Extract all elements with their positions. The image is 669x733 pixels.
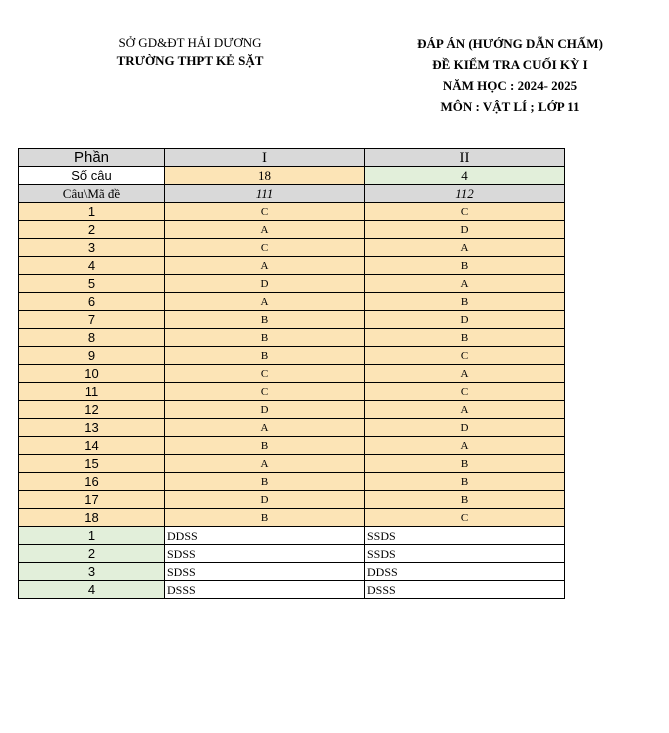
answer-code-111: SDSS [165, 545, 365, 563]
part-1-count: 18 [165, 167, 365, 185]
answer-code-112: B [365, 491, 565, 509]
part-header-row [19, 149, 565, 167]
answer-code-112: A [365, 437, 565, 455]
exam-code-row [19, 185, 565, 203]
answer-code-111: A [165, 293, 365, 311]
answer-code-111: D [165, 275, 365, 293]
question-number: 17 [19, 491, 165, 509]
answer-code-111: D [165, 401, 365, 419]
answer-code-111: DDSS [165, 527, 365, 545]
question-number: 9 [19, 347, 165, 365]
true-false-row [19, 527, 565, 545]
answer-code-112: B [365, 329, 565, 347]
answer-code-112: B [365, 293, 565, 311]
answer-code-112: A [365, 401, 565, 419]
question-number: 13 [19, 419, 165, 437]
question-count-row [19, 167, 565, 185]
question-number: 4 [19, 257, 165, 275]
multiple-choice-row [19, 365, 565, 383]
true-false-row [19, 581, 565, 599]
question-number: 12 [19, 401, 165, 419]
exam-code-2: 112 [365, 185, 565, 203]
answer-code-111: SDSS [165, 563, 365, 581]
answer-code-111: C [165, 239, 365, 257]
answer-code-111: A [165, 221, 365, 239]
answer-code-112: B [365, 257, 565, 275]
answer-code-112: C [365, 383, 565, 401]
multiple-choice-row [19, 239, 565, 257]
question-number: 5 [19, 275, 165, 293]
multiple-choice-row [19, 347, 565, 365]
part-2-count: 4 [365, 167, 565, 185]
answer-code-112: A [365, 239, 565, 257]
part-label: Phần [19, 149, 165, 167]
multiple-choice-row [19, 311, 565, 329]
question-number: 11 [19, 383, 165, 401]
question-number: 1 [19, 527, 165, 545]
answer-code-112: SSDS [365, 545, 565, 563]
question-number: 18 [19, 509, 165, 527]
question-number: 15 [19, 455, 165, 473]
question-number: 10 [19, 365, 165, 383]
true-false-row [19, 563, 565, 581]
question-number: 3 [19, 239, 165, 257]
answer-code-111: A [165, 257, 365, 275]
multiple-choice-row [19, 401, 565, 419]
answer-code-112: DSSS [365, 581, 565, 599]
multiple-choice-row [19, 473, 565, 491]
question-number: 2 [19, 221, 165, 239]
answer-code-111: B [165, 311, 365, 329]
question-number: 16 [19, 473, 165, 491]
multiple-choice-row [19, 221, 565, 239]
multiple-choice-row [19, 455, 565, 473]
multiple-choice-row [19, 419, 565, 437]
true-false-row [19, 545, 565, 563]
exam-code-1: 111 [165, 185, 365, 203]
answer-code-112: SSDS [365, 527, 565, 545]
subject-grade: MÔN : VẬT LÍ ; LỚP 11 [440, 99, 580, 114]
answer-code-112: B [365, 473, 565, 491]
answer-code-112: C [365, 509, 565, 527]
multiple-choice-row [19, 293, 565, 311]
multiple-choice-row [19, 203, 565, 221]
answer-code-112: B [365, 455, 565, 473]
question-number: 6 [19, 293, 165, 311]
multiple-choice-row [19, 491, 565, 509]
question-number: 1 [19, 203, 165, 221]
answer-code-111: B [165, 329, 365, 347]
department-name: SỞ GD&ĐT HẢI DƯƠNG [118, 35, 262, 50]
answer-code-112: D [365, 221, 565, 239]
answer-code-112: C [365, 203, 565, 221]
answer-code-111: B [165, 437, 365, 455]
part-1-label: I [165, 149, 365, 167]
question-number: 14 [19, 437, 165, 455]
answer-code-111: D [165, 491, 365, 509]
question-number: 2 [19, 545, 165, 563]
answer-key-table [18, 148, 565, 599]
multiple-choice-row [19, 275, 565, 293]
answer-code-111: B [165, 347, 365, 365]
question-count-label: Số câu [19, 167, 165, 185]
answer-code-112: DDSS [365, 563, 565, 581]
answer-code-111: A [165, 455, 365, 473]
answer-code-111: A [165, 419, 365, 437]
multiple-choice-row [19, 329, 565, 347]
answer-code-111: C [165, 203, 365, 221]
question-number: 4 [19, 581, 165, 599]
question-code-label: Câu\Mã đề [19, 185, 165, 203]
school-name: TRƯỜNG THPT KẺ SẶT [116, 53, 264, 68]
multiple-choice-row [19, 383, 565, 401]
answer-code-112: C [365, 347, 565, 365]
answer-code-112: A [365, 275, 565, 293]
document-title: ĐÁP ÁN (HƯỚNG DẪN CHẤM) [417, 36, 603, 51]
answer-code-112: D [365, 419, 565, 437]
answer-code-111: B [165, 509, 365, 527]
exam-title: ĐỀ KIỂM TRA CUỐI KỲ I [432, 57, 588, 72]
answer-code-111: C [165, 365, 365, 383]
part-2-label: II [365, 149, 565, 167]
answer-code-111: B [165, 473, 365, 491]
answer-code-112: D [365, 311, 565, 329]
school-header [70, 34, 310, 70]
multiple-choice-row [19, 257, 565, 275]
answer-code-112: A [365, 365, 565, 383]
answer-code-111: DSSS [165, 581, 365, 599]
multiple-choice-row [19, 437, 565, 455]
multiple-choice-row [19, 509, 565, 527]
school-year: NĂM HỌC : 2024- 2025 [442, 78, 578, 93]
exam-header [380, 33, 640, 117]
question-number: 8 [19, 329, 165, 347]
answer-code-111: C [165, 383, 365, 401]
question-number: 3 [19, 563, 165, 581]
question-number: 7 [19, 311, 165, 329]
